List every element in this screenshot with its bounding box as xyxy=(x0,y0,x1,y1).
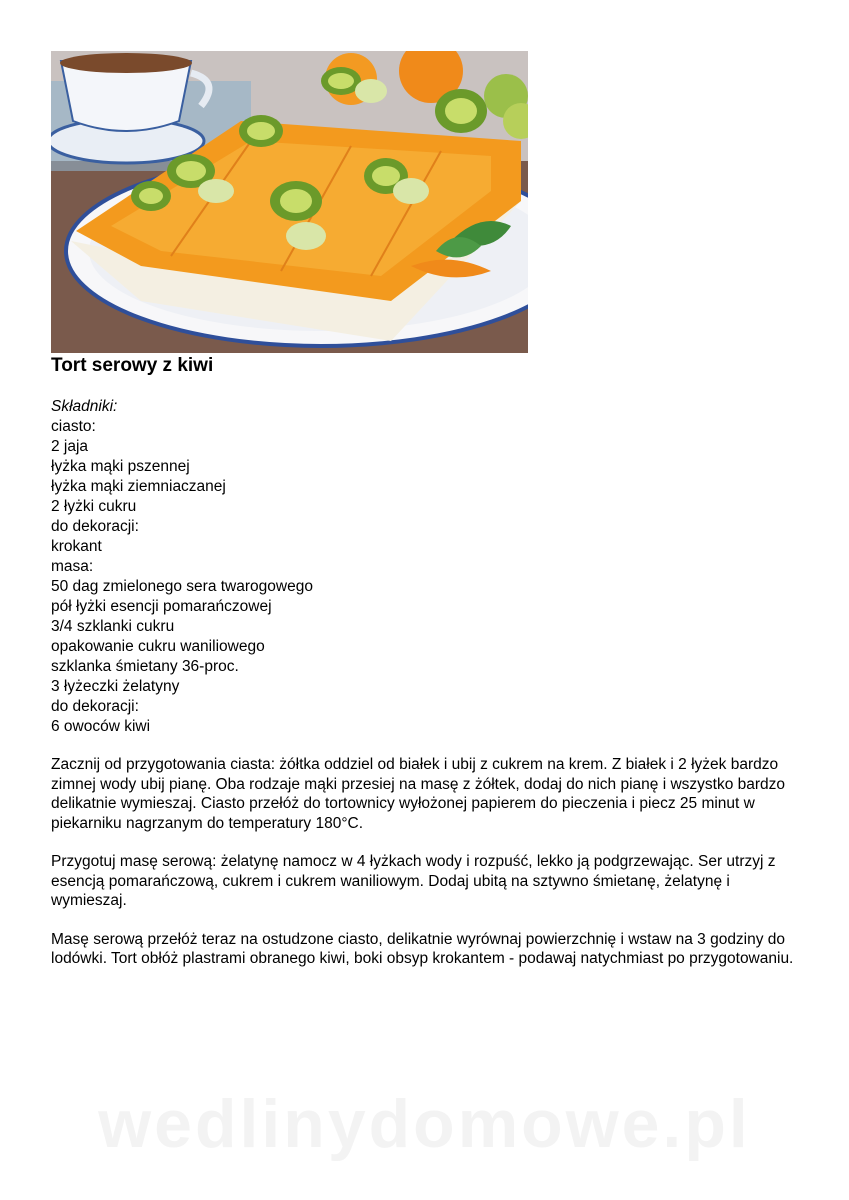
ingredient-item: ciasto: xyxy=(51,418,96,435)
step-paragraph-2: Przygotuj masę serową: żelatynę namocz w 4 łyżkach wody i rozpuść, lekko ją podgrzewając. Ser utrzyj z esencją pomarańczową, cukrem i cukrem waniliowym. Dodaj ubitą na sztywno śmietanę, żelatynę i wymieszaj. xyxy=(51,853,776,909)
ingredient-item: krokant xyxy=(51,538,102,555)
recipe-title: Tort serowy z kiwi xyxy=(51,355,214,376)
ingredient-item: pół łyżki esencji pomarańczowej xyxy=(51,598,272,615)
preparation-steps xyxy=(51,755,796,988)
ingredient-item: do dekoracji: xyxy=(51,518,139,535)
site-watermark: wedlinydomowe.pl xyxy=(98,1086,751,1162)
ingredient-item: 50 dag zmielonego sera twarogowego xyxy=(51,578,313,595)
ingredient-item: 3/4 szklanki cukru xyxy=(51,618,175,635)
cake-illustration xyxy=(51,51,528,353)
step-paragraph-3: Masę serową przełóż teraz na ostudzone ciasto, delikatnie wyrównaj powierzchnię i wstaw na 3 godziny do lodówki. Tort obłóż plastrami obranego kiwi, boki obsyp krokantem - podawaj natychmiast po przygotowaniu. xyxy=(51,930,794,967)
ingredients-heading: Składniki: xyxy=(51,398,118,415)
ingredient-item: łyżka mąki ziemniaczanej xyxy=(51,478,226,495)
ingredient-item: szklanka śmietany 36-proc. xyxy=(51,658,239,675)
ingredient-item: 6 owoców kiwi xyxy=(51,718,151,735)
ingredient-item: do dekoracji: xyxy=(51,698,139,715)
ingredient-item: 2 łyżki cukru xyxy=(51,498,137,515)
ingredient-item: łyżka mąki pszennej xyxy=(51,458,190,475)
ingredients-list xyxy=(51,397,313,737)
step-paragraph-1: Zacznij od przygotowania ciasta: żółtka oddziel od białek i ubij z cukrem na krem. Z białek i 2 łyżek bardzo zimnej wody ubij pianę. Oba rodzaje mąki przesiej na masę z żółtek, dodaj do nich pianę i wszystko bardzo delikatnie wymieszaj. Ciasto przełóż do tortownicy wyłożonej papierem do pieczenia i piecz 25 minut w piekarniku nagrzanym do temperatury 180°C. xyxy=(51,756,786,832)
ingredient-item: 3 łyżeczki żelatyny xyxy=(51,678,180,695)
ingredient-item: opakowanie cukru waniliowego xyxy=(51,638,265,655)
ingredient-item: 2 jaja xyxy=(51,438,89,455)
cake-photo xyxy=(51,51,528,353)
ingredient-item: masa: xyxy=(51,558,94,575)
